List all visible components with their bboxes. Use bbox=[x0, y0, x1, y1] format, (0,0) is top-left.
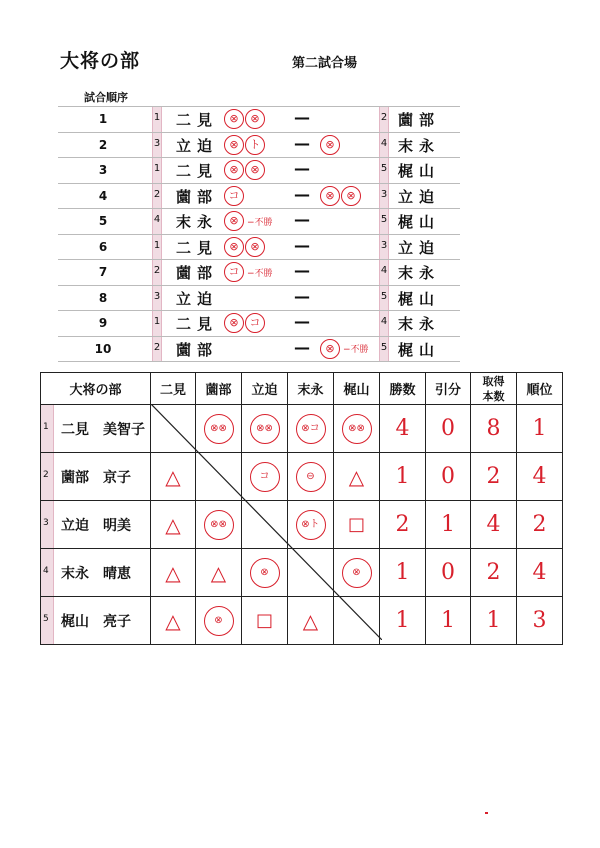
wins-count-cell bbox=[380, 453, 426, 501]
header-text: 薗部 bbox=[205, 383, 232, 398]
side-a-name: 二見 bbox=[176, 162, 219, 180]
results-header-row bbox=[41, 373, 563, 405]
header-text: 取得 bbox=[482, 374, 505, 388]
draws-count-cell bbox=[426, 549, 471, 597]
points-count-cell bbox=[471, 453, 517, 501]
win-mark: ⊗⊗ bbox=[250, 414, 280, 444]
vs-dash: — bbox=[294, 159, 310, 178]
player-index: 5 bbox=[43, 614, 49, 624]
points-count: 1 bbox=[486, 608, 501, 633]
win-mark: ⊗⊗ bbox=[342, 414, 372, 444]
match-row bbox=[58, 209, 460, 235]
header-text: 順位 bbox=[526, 383, 553, 398]
rank-value: 1 bbox=[532, 416, 547, 441]
score-mark: ト bbox=[245, 135, 265, 155]
win-mark: ⊗ bbox=[342, 558, 372, 588]
header-text: 梶山 bbox=[343, 383, 370, 398]
wins-count: 1 bbox=[395, 560, 410, 585]
vs-dash: — bbox=[294, 133, 310, 153]
side-b-name: 薗部 bbox=[398, 111, 441, 129]
side-a-index: 1 bbox=[153, 239, 161, 251]
side-b-name: 立迫 bbox=[398, 238, 441, 257]
points-count: 8 bbox=[486, 416, 501, 441]
side-b-name: 梶山 bbox=[398, 289, 441, 308]
wins-count: 1 bbox=[395, 464, 410, 489]
diagonal-line bbox=[151, 404, 382, 640]
loss-triangle: △ bbox=[165, 560, 181, 585]
match-number: 8 bbox=[98, 290, 108, 305]
points-count-cell bbox=[471, 501, 517, 549]
results-header-cell bbox=[334, 373, 380, 405]
draw-square: □ bbox=[347, 514, 365, 535]
rank-value-cell bbox=[517, 405, 563, 453]
side-a-marks bbox=[224, 160, 265, 180]
section-title: 大将の部 bbox=[60, 50, 141, 72]
match-number: 3 bbox=[98, 163, 108, 177]
score-mark: ⊗ bbox=[341, 186, 361, 206]
side-b-marks bbox=[320, 135, 340, 155]
win-mark: ⊗⊗ bbox=[204, 510, 234, 540]
vs-dash: — bbox=[294, 108, 310, 127]
player-name-cell bbox=[41, 549, 151, 597]
side-b-index: 5 bbox=[380, 341, 388, 353]
points-count-cell bbox=[471, 405, 517, 453]
side-b-index: 3 bbox=[380, 188, 388, 200]
points-count: 4 bbox=[486, 512, 501, 537]
score-mark: ⊗ bbox=[320, 135, 340, 155]
points-count: 2 bbox=[486, 464, 501, 489]
score-mark: ⊗ bbox=[245, 160, 265, 180]
side-b-index: 4 bbox=[380, 137, 388, 149]
side-b-marks bbox=[320, 339, 369, 359]
side-a-index: 4 bbox=[153, 214, 161, 225]
draws-count: 1 bbox=[441, 608, 455, 633]
match-number: 10 bbox=[94, 341, 112, 356]
side-a-name: 立迫 bbox=[176, 136, 219, 155]
points-count: 2 bbox=[486, 560, 501, 585]
match-row bbox=[58, 133, 460, 159]
side-b-index: 5 bbox=[380, 163, 388, 174]
win-mark: ⊗コ bbox=[296, 414, 326, 444]
loss-triangle: △ bbox=[302, 608, 319, 633]
side-a-name: 薗部 bbox=[176, 340, 219, 359]
side-a-marks bbox=[224, 135, 265, 155]
result-note: −不勝 bbox=[247, 217, 273, 228]
score-mark: ⊗ bbox=[245, 237, 265, 257]
draws-count: 0 bbox=[441, 416, 455, 441]
side-a-marks bbox=[224, 262, 273, 282]
match-number: 7 bbox=[98, 265, 108, 279]
score-mark: ⊗ bbox=[224, 109, 244, 129]
match-number: 5 bbox=[98, 214, 108, 228]
header-text: 二見 bbox=[159, 383, 186, 398]
side-b-name: 立迫 bbox=[398, 187, 441, 206]
win-mark: ⊗⊗ bbox=[204, 414, 234, 444]
rank-value: 3 bbox=[532, 608, 547, 633]
draws-count: 0 bbox=[441, 464, 455, 489]
side-b-name: 梶山 bbox=[398, 213, 441, 231]
player-name-cell bbox=[41, 405, 151, 453]
vs-dash: — bbox=[294, 312, 310, 331]
score-mark: ⊗ bbox=[224, 211, 244, 231]
side-a-index: 1 bbox=[153, 112, 161, 123]
player-name: 二見 美智子 bbox=[61, 422, 145, 438]
draws-count: 0 bbox=[441, 560, 455, 585]
side-b-index: 2 bbox=[380, 112, 388, 123]
side-a-index: 1 bbox=[153, 316, 161, 327]
draw-square: □ bbox=[255, 610, 273, 631]
points-count-cell bbox=[471, 597, 517, 645]
score-mark: コ bbox=[224, 262, 244, 282]
match-row bbox=[58, 286, 460, 312]
results-header-cell bbox=[288, 373, 334, 405]
side-b-marks bbox=[320, 186, 361, 206]
wins-count: 4 bbox=[395, 416, 410, 441]
player-name-cell bbox=[41, 597, 151, 645]
side-b-index: 4 bbox=[380, 265, 388, 276]
results-header-cell bbox=[196, 373, 242, 405]
vs-dash: — bbox=[294, 235, 310, 255]
side-a-marks bbox=[224, 313, 265, 333]
score-mark: ⊗ bbox=[245, 109, 265, 129]
score-mark: コ bbox=[224, 186, 244, 206]
side-a-name: 二見 bbox=[176, 111, 219, 129]
score-mark: ⊗ bbox=[224, 313, 244, 333]
player-name-cell bbox=[41, 501, 151, 549]
side-a-marks bbox=[224, 186, 244, 206]
results-header-cell bbox=[471, 373, 517, 405]
results-header-cell bbox=[151, 373, 196, 405]
side-a-name: 二見 bbox=[176, 315, 219, 333]
draws-count-cell bbox=[426, 405, 471, 453]
side-b-index: 4 bbox=[380, 316, 388, 327]
results-header-cell bbox=[517, 373, 563, 405]
match-number: 2 bbox=[98, 137, 108, 152]
wins-count-cell bbox=[380, 501, 426, 549]
match-row bbox=[58, 158, 460, 184]
player-name: 末永 晴恵 bbox=[61, 566, 131, 582]
side-b-index: 5 bbox=[380, 214, 388, 225]
match-number: 6 bbox=[98, 239, 108, 254]
player-index: 4 bbox=[43, 566, 49, 576]
side-b-name: 梶山 bbox=[398, 340, 441, 359]
score-mark: コ bbox=[245, 313, 265, 333]
player-name: 薗部 京子 bbox=[61, 470, 131, 486]
header-text: 末永 bbox=[297, 383, 324, 398]
wins-count: 2 bbox=[395, 512, 410, 537]
rank-value-cell bbox=[517, 501, 563, 549]
results-header-cell bbox=[380, 373, 426, 405]
score-mark: ⊗ bbox=[224, 160, 244, 180]
vs-dash: — bbox=[294, 261, 310, 280]
side-a-index: 2 bbox=[153, 265, 161, 276]
side-a-name: 薗部 bbox=[176, 264, 219, 282]
points-count-cell bbox=[471, 549, 517, 597]
rank-value-cell bbox=[517, 597, 563, 645]
player-name: 立迫 明美 bbox=[61, 518, 131, 534]
match-row bbox=[58, 337, 460, 363]
win-mark: ⊖ bbox=[296, 462, 326, 492]
result-note: −不勝 bbox=[343, 345, 369, 355]
score-mark: ⊗ bbox=[224, 237, 244, 257]
rank-value: 2 bbox=[532, 512, 547, 537]
loss-triangle: △ bbox=[348, 464, 365, 489]
side-a-name: 立迫 bbox=[176, 289, 219, 308]
side-a-name: 薗部 bbox=[176, 187, 219, 206]
side-b-index: 5 bbox=[380, 290, 388, 302]
match-row bbox=[58, 235, 460, 261]
wins-count-cell bbox=[380, 405, 426, 453]
draws-count-cell bbox=[426, 501, 471, 549]
draws-count: 1 bbox=[441, 512, 455, 537]
ink-dot bbox=[485, 812, 488, 814]
side-a-name: 末永 bbox=[176, 213, 219, 231]
win-mark: ⊗ト bbox=[296, 510, 326, 540]
results-header-cell bbox=[41, 373, 151, 405]
match-number: 9 bbox=[98, 316, 108, 330]
venue-title: 第二試合場 bbox=[292, 56, 358, 71]
side-a-index: 3 bbox=[153, 137, 161, 149]
header-text: 勝数 bbox=[389, 383, 416, 398]
header-text: 引分 bbox=[434, 383, 461, 398]
side-b-name: 梶山 bbox=[398, 162, 441, 180]
rank-value-cell bbox=[517, 549, 563, 597]
loss-triangle: △ bbox=[165, 512, 181, 537]
order-label: 試合順序 bbox=[84, 91, 128, 104]
wins-count: 1 bbox=[395, 608, 410, 633]
win-mark: コ bbox=[250, 462, 280, 492]
wins-count-cell bbox=[380, 549, 426, 597]
draws-count-cell bbox=[426, 453, 471, 501]
results-header-cell bbox=[242, 373, 288, 405]
match-row bbox=[58, 184, 460, 210]
loss-triangle: △ bbox=[165, 464, 181, 489]
player-index: 2 bbox=[43, 470, 49, 480]
vs-dash: — bbox=[294, 286, 310, 306]
player-index: 3 bbox=[43, 518, 49, 528]
results-header-cell bbox=[426, 373, 471, 405]
score-mark: ⊗ bbox=[320, 339, 340, 359]
draws-count-cell bbox=[426, 597, 471, 645]
header-text: 立迫 bbox=[251, 383, 278, 398]
header-text: 本数 bbox=[482, 389, 505, 403]
win-mark: ⊗ bbox=[250, 558, 280, 588]
player-name-cell bbox=[41, 453, 151, 501]
loss-triangle: △ bbox=[165, 608, 181, 633]
side-b-name: 末永 bbox=[398, 136, 441, 155]
vs-dash: — bbox=[294, 337, 310, 357]
loss-triangle: △ bbox=[210, 560, 227, 585]
side-a-marks bbox=[224, 237, 265, 257]
vs-dash: — bbox=[294, 184, 310, 204]
score-mark: ⊗ bbox=[224, 135, 244, 155]
rank-value-cell bbox=[517, 453, 563, 501]
vs-dash: — bbox=[294, 210, 310, 229]
result-note: −不勝 bbox=[247, 268, 273, 279]
player-index: 1 bbox=[43, 422, 49, 432]
match-number: 4 bbox=[98, 188, 108, 203]
match-row bbox=[58, 106, 460, 133]
side-a-marks bbox=[224, 109, 265, 129]
side-a-name: 二見 bbox=[176, 238, 219, 257]
player-name: 梶山 亮子 bbox=[61, 614, 131, 630]
side-a-index: 2 bbox=[153, 188, 161, 200]
match-number: 1 bbox=[98, 112, 108, 126]
side-a-index: 1 bbox=[153, 163, 161, 174]
side-b-name: 末永 bbox=[398, 315, 441, 333]
side-b-name: 末永 bbox=[398, 264, 441, 282]
rank-value: 4 bbox=[532, 464, 547, 489]
match-order-list bbox=[58, 106, 460, 362]
match-row bbox=[58, 311, 460, 337]
rank-value: 4 bbox=[532, 560, 547, 585]
win-mark: ⊗ bbox=[204, 606, 234, 636]
score-mark: ⊗ bbox=[320, 186, 340, 206]
side-a-index: 2 bbox=[153, 341, 161, 353]
side-a-index: 3 bbox=[153, 290, 161, 302]
match-row bbox=[58, 260, 460, 286]
side-b-index: 3 bbox=[380, 239, 388, 251]
header-text: 大将の部 bbox=[69, 383, 122, 398]
wins-count-cell bbox=[380, 597, 426, 645]
side-a-marks bbox=[224, 211, 273, 231]
